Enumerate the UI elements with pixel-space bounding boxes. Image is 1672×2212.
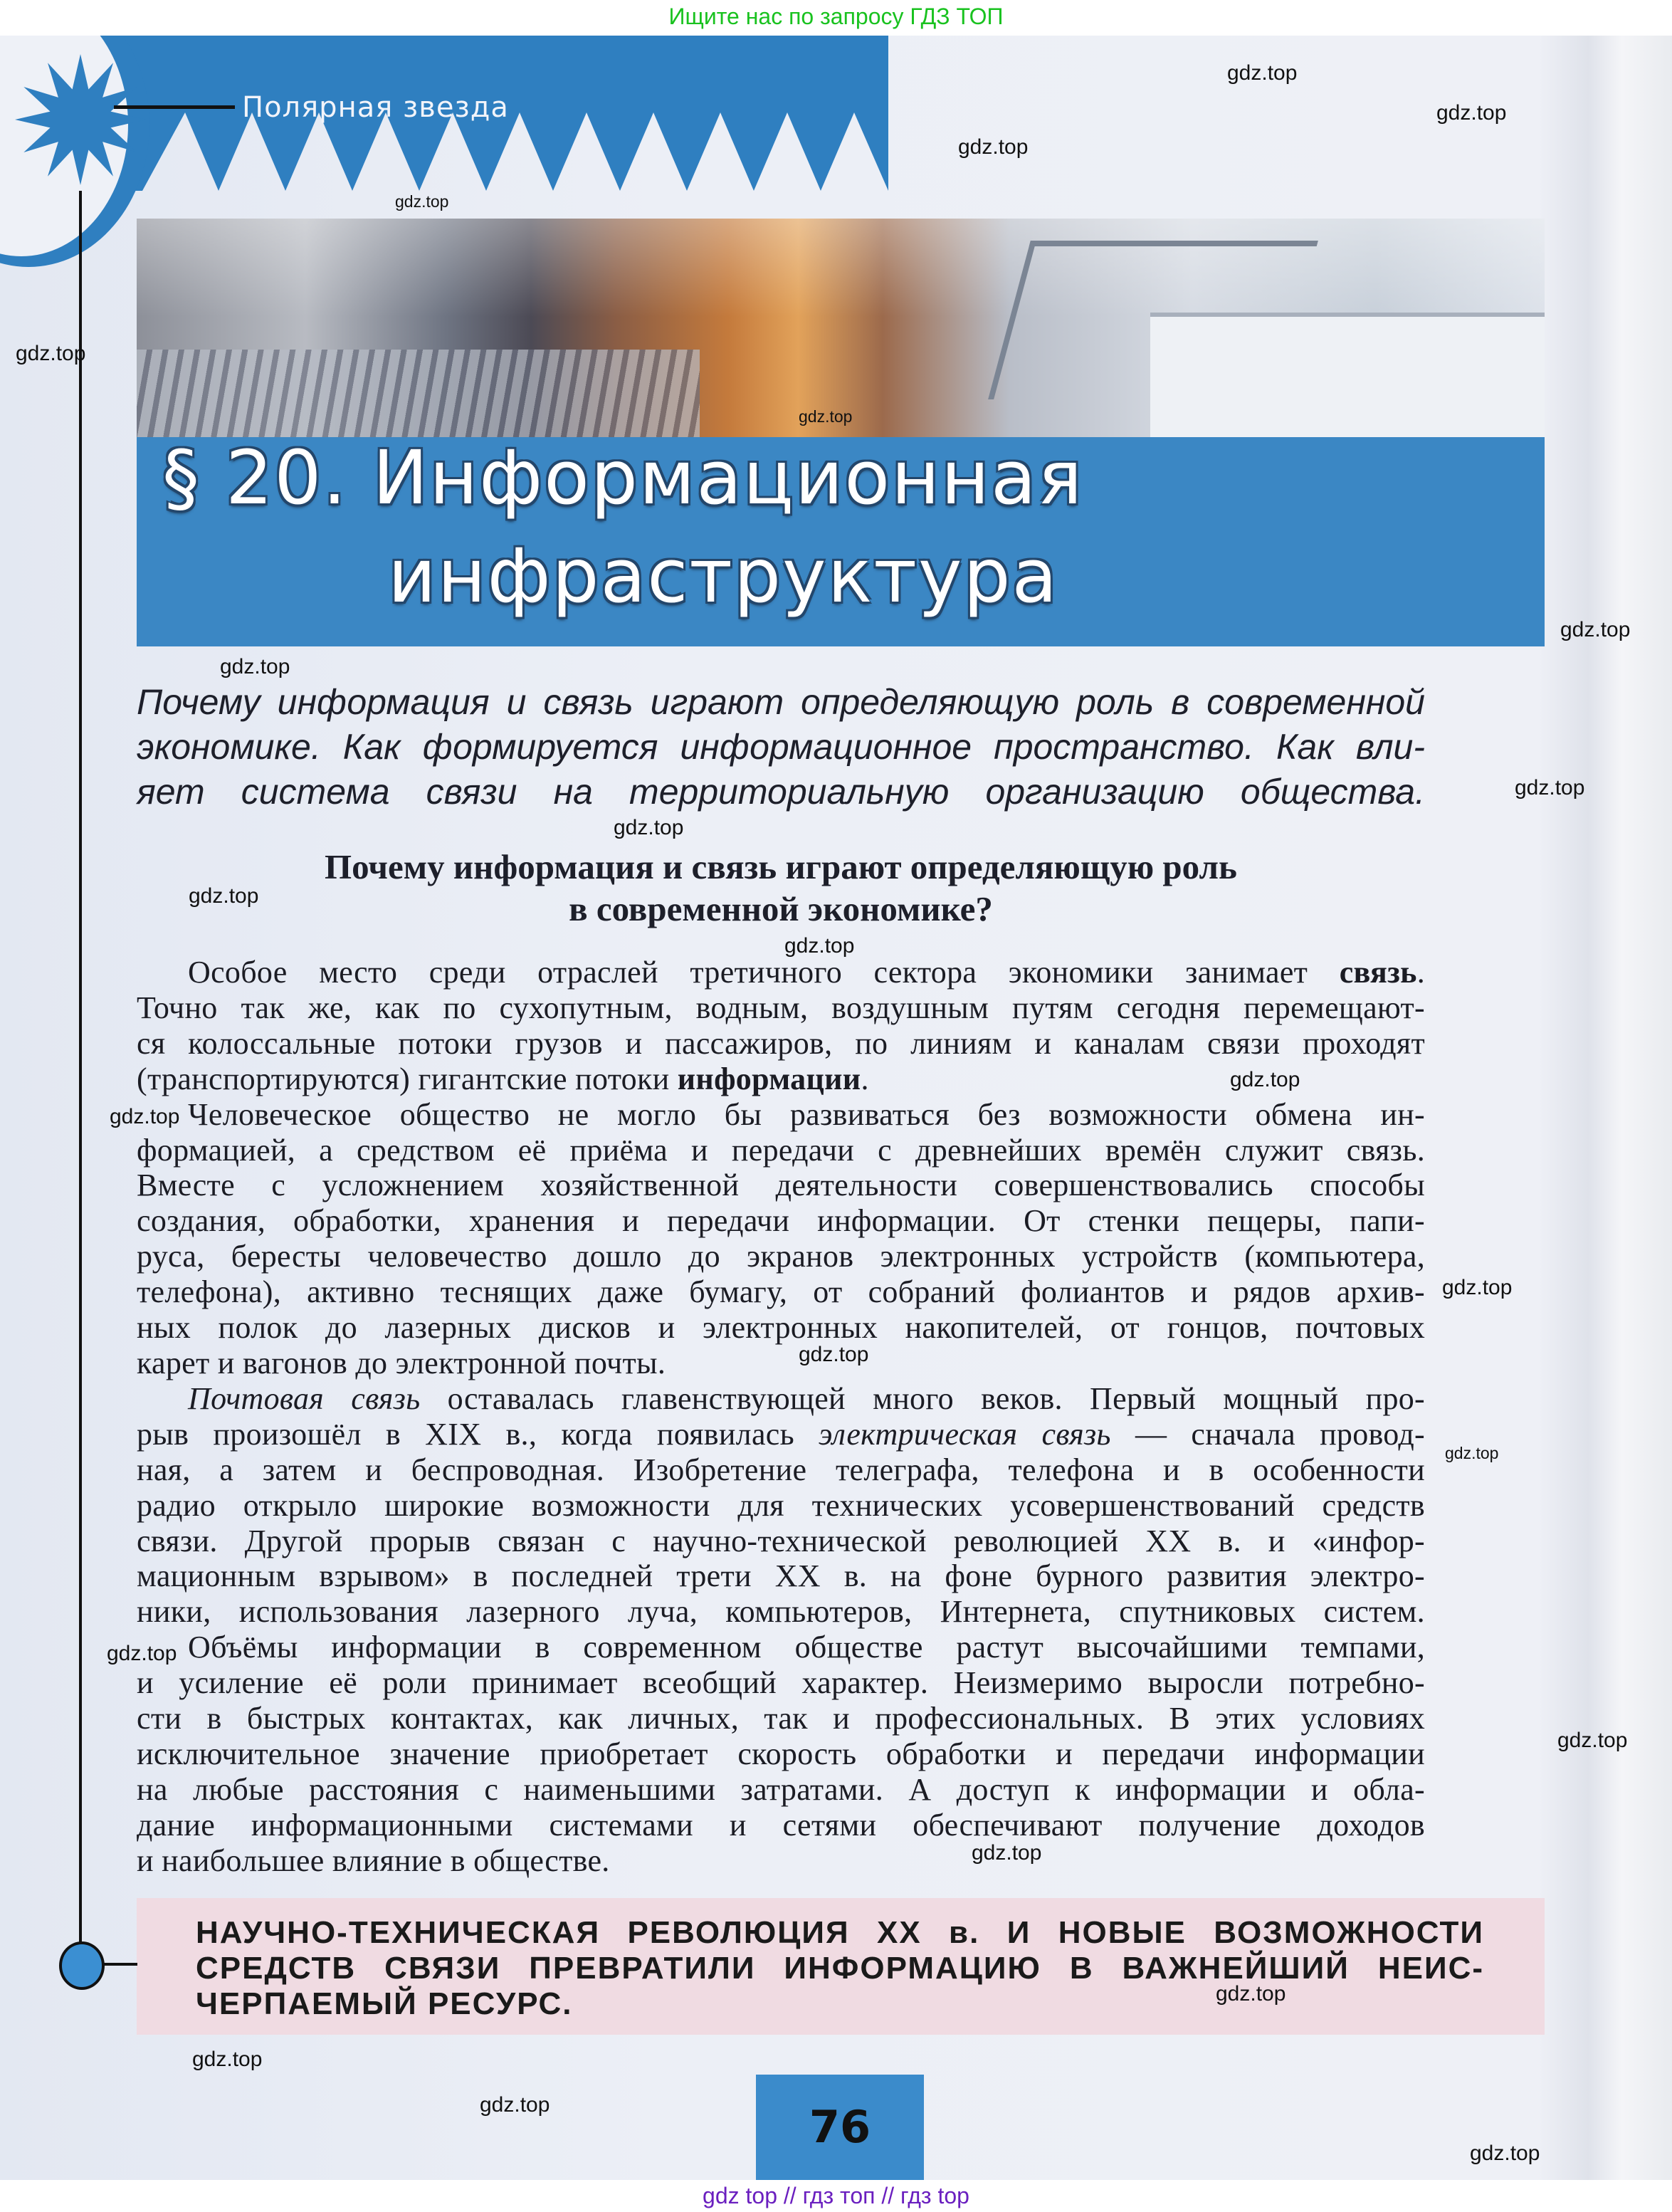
body-line	[137, 1417, 1425, 1452]
watermark: gdz.top	[220, 655, 290, 678]
text-run: связи. Другой прорыв связан с научно-технической революцией XX в. и «инфор-	[137, 1523, 1425, 1558]
watermark: gdz.top	[1445, 1444, 1499, 1462]
watermark: gdz.top	[480, 2093, 550, 2117]
text-run: Вместе с усложнением хозяйственной деятельности совершенствовались способы	[137, 1168, 1425, 1203]
text-run: создания, обработки, хранения и передачи информации. От стенки пещеры, папи-	[137, 1203, 1425, 1239]
text-run: телефона), активно теснящих даже бумагу, от собраний фолиантов и рядов архив-	[137, 1274, 1425, 1310]
text-run: Человеческое общество не могло бы развиваться без возможности обмена ин-	[188, 1096, 1425, 1132]
watermark: gdz.top	[1470, 2142, 1540, 2165]
body-line	[137, 1133, 1425, 1168]
text-run: Точно так же, как по сухопутным, водным, воздушным путям сегодня перемещают-	[137, 990, 1425, 1025]
body-line	[137, 1239, 1425, 1274]
body-line	[137, 1203, 1425, 1239]
body-line	[137, 1274, 1425, 1310]
watermark: gdz.top	[1436, 101, 1507, 125]
key-idea-line: НАУЧНО-ТЕХНИЧЕСКАЯ РЕВОЛЮЦИЯ XX в. И НОВЫЕ ВОЗМОЖНОСТИ	[196, 1915, 1484, 1950]
text-run: руса, бересты человечество дошло до экранов электронных устройств (компьютера,	[137, 1239, 1425, 1274]
page-number: 76	[809, 2101, 871, 2153]
text-run: Объёмы информации в современном обществе растут высочайшими темпами,	[188, 1630, 1425, 1665]
body-line	[137, 1488, 1425, 1524]
margin-line	[79, 191, 82, 1948]
text-run: сти в быстрых контактах, как личных, так и профессиональных. В этих условиях	[137, 1701, 1425, 1736]
text-run: ная, а затем и беспроводная. Изобретение телеграфа, телефона и в особенности	[137, 1452, 1425, 1487]
text-run: .	[1416, 955, 1425, 990]
watermark: gdz.top	[395, 192, 449, 211]
key-idea-line: СРЕДСТВ СВЯЗИ ПРЕВРАТИЛИ ИНФОРМАЦИЮ В ВАЖНЕЙШИЙ НЕИС-	[196, 1951, 1484, 1986]
text-run: формацией, а средством её приёма и передачи с древнейших времён служит связь.	[137, 1132, 1425, 1168]
text-run: оставалась главенствующей много веков. Первый мощный про-	[420, 1380, 1425, 1416]
body-line	[137, 1381, 1425, 1417]
italic-term: электрическая связь	[819, 1416, 1111, 1452]
watermark: gdz.top	[1442, 1276, 1513, 1299]
body-line	[137, 1558, 1425, 1594]
bold-term: информации	[677, 1061, 861, 1096]
watermark: gdz.top	[110, 1105, 180, 1128]
watermark: gdz.top	[799, 407, 853, 426]
bullet-connector-line	[102, 1963, 137, 1966]
text-run: на любые расстояния с наименьшими затратами. А доступ к информации и обла-	[137, 1771, 1425, 1807]
body-line	[137, 1594, 1425, 1630]
chapter-title-line-1: § 20. Информационная	[162, 434, 1084, 521]
body-line	[137, 1772, 1425, 1808]
body-text	[137, 955, 1425, 1879]
watermark: gdz.top	[107, 1642, 177, 1665]
text-run: — сначала провод-	[1110, 1416, 1425, 1452]
key-idea-text	[196, 1915, 1484, 2022]
body-line	[137, 990, 1425, 1026]
italic-term: Почтовая связь	[188, 1380, 421, 1416]
body-line	[137, 1452, 1425, 1488]
body-line	[137, 1346, 666, 1381]
watermark: gdz.top	[1515, 776, 1585, 800]
watermark: gdz.top	[784, 934, 855, 958]
watermark: gdz.top	[1216, 1982, 1286, 2006]
text-run: .	[861, 1061, 869, 1096]
body-line	[137, 1097, 1425, 1133]
page-number-box	[756, 2075, 924, 2180]
watermark: gdz.top	[16, 342, 86, 365]
watermark: gdz.top	[1557, 1729, 1628, 1752]
header-connector-line	[114, 105, 235, 109]
intro-line: экономике. Как формируется информационное пространство. Как вли-	[137, 727, 1425, 767]
chapter-photo-banner	[137, 219, 1545, 437]
watermark: gdz.top	[614, 816, 684, 839]
watermark: gdz.top	[1227, 61, 1298, 85]
text-run: рыв произошёл в XIX в., когда появилась	[137, 1416, 819, 1452]
margin-bullet-icon	[59, 1941, 105, 1990]
chapter-title-band	[137, 434, 1545, 646]
text-run: исключительное значение приобретает скорость обработки и передачи информации	[137, 1736, 1425, 1771]
text-run: ся колоссальные потоки грузов и пассажиров, по линиям и каналам связи проходят	[137, 1025, 1425, 1061]
watermark: gdz.top	[1560, 618, 1631, 641]
body-line	[137, 1665, 1425, 1701]
section-heading-line: в современной экономике?	[569, 889, 993, 928]
key-idea-line: ЧЕРПАЕМЫЙ РЕСУРС.	[196, 1986, 573, 2021]
text-run: ники, использования лазерного луча, компьютеров, Интернета, спутниковых систем.	[137, 1594, 1425, 1630]
text-run: ных полок до лазерных дисков и электронных накопителей, от гонцов, почтовых	[137, 1310, 1425, 1346]
watermark: gdz.top	[958, 135, 1029, 159]
body-line	[137, 1524, 1425, 1559]
text-run: Особое место среди отраслей третичного сектора экономики занимает	[188, 955, 1340, 990]
text-run: и усиление её роли принимает всеобщий характер. Неизмеримо выросли потребно-	[137, 1665, 1425, 1701]
intro-questions	[137, 680, 1425, 814]
text-run: мационным взрывом» в последней трети XX в. на фоне бурного развития электро-	[137, 1558, 1425, 1594]
text-run: карет и вагонов до электронной почты.	[137, 1345, 666, 1380]
watermark: gdz.top	[799, 1343, 869, 1366]
text-run: и наибольшее влияние в обществе.	[137, 1843, 610, 1878]
top-search-banner: Ищите нас по запросу ГДЗ ТОП	[0, 0, 1672, 36]
body-line	[137, 1701, 1425, 1736]
body-line	[137, 1843, 610, 1879]
intro-line: Почему информация и связь играют определяющую роль в современной	[137, 682, 1425, 722]
body-line	[137, 1168, 1425, 1203]
body-line	[137, 1630, 1425, 1665]
body-line	[137, 1026, 1425, 1062]
body-line	[137, 1808, 1425, 1843]
watermark: gdz.top	[972, 1841, 1042, 1865]
bold-term: связь	[1339, 955, 1417, 990]
series-title: Полярная звезда	[242, 91, 509, 124]
intro-line: яет система связи на территориальную организацию общества.	[137, 772, 1425, 812]
bottom-site-banner: gdz top // гдз топ // гдз top	[0, 2180, 1672, 2212]
body-line	[137, 955, 1425, 990]
watermark: gdz.top	[1230, 1068, 1300, 1091]
watermark: gdz.top	[192, 2048, 263, 2071]
body-line	[137, 1310, 1425, 1346]
chapter-title-line-2: инфраструктура	[388, 533, 1059, 619]
section-heading	[137, 846, 1425, 930]
text-run: дание информационными системами и сетями обеспечивают получение доходов	[137, 1807, 1425, 1843]
text-run: радио открыло широкие возможности для технических усовершенствований средств	[137, 1487, 1425, 1523]
body-line	[137, 1062, 869, 1097]
watermark: gdz.top	[189, 884, 259, 908]
text-run: (транспортируются) гигантские потоки	[137, 1061, 678, 1096]
body-line	[137, 1736, 1425, 1772]
section-heading-line: Почему информация и связь играют определяющую роль	[325, 847, 1237, 886]
